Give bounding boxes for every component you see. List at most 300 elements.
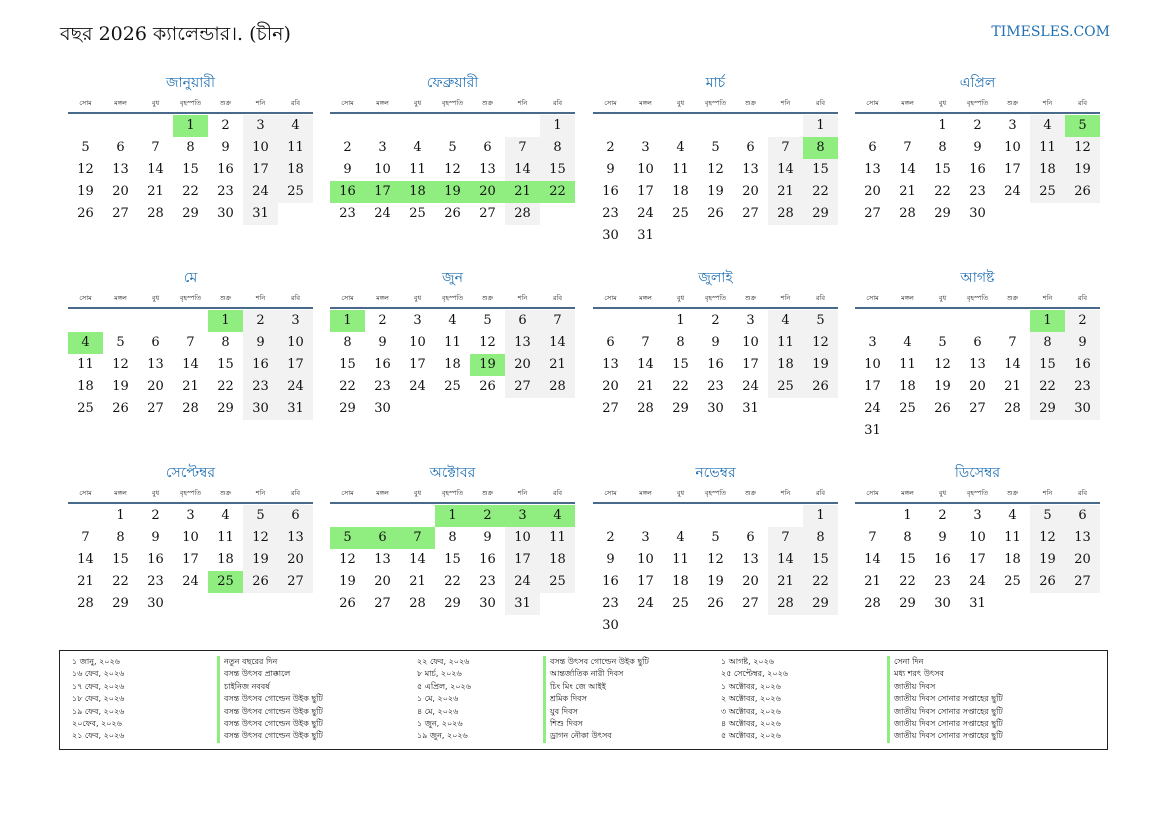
day-cell: 24 — [409, 379, 426, 394]
empty-cell — [400, 115, 435, 137]
day-cell: 30 — [479, 596, 496, 611]
day-cell: 11 — [1004, 530, 1021, 545]
holiday-name: নতুন বছরের দিন — [217, 656, 277, 668]
empty-cell — [890, 310, 925, 332]
weekday-header — [855, 291, 1100, 305]
day-cell: 17 — [1004, 162, 1021, 177]
header-rule — [68, 502, 313, 504]
empty-cell — [663, 115, 698, 137]
day-cell: 20 — [147, 379, 164, 394]
day-cell: 20 — [278, 549, 313, 571]
day-cell: 20 — [505, 354, 540, 376]
day-cell: 29 — [1030, 398, 1065, 420]
day-cell: 21 — [768, 571, 803, 593]
day-grid — [593, 505, 838, 637]
day-cell: 23 — [217, 184, 234, 199]
holiday-day-cell: 17 — [365, 181, 400, 203]
day-cell: 13 — [374, 552, 391, 567]
day-cell: 30 — [602, 228, 619, 243]
day-cell: 15 — [934, 162, 951, 177]
weekday-header — [330, 291, 575, 305]
month-block — [68, 462, 313, 615]
day-cell: 18 — [278, 159, 313, 181]
day-cell: 26 — [803, 376, 838, 398]
holiday-name: ড্রাগন নৌকা উৎসব — [543, 730, 612, 742]
header-rule — [855, 307, 1100, 309]
empty-cell — [628, 115, 663, 137]
day-cell: 23 — [339, 206, 356, 221]
holiday-day-cell: 1 — [173, 115, 208, 137]
day-cell: 12 — [1065, 137, 1100, 159]
weekday-label: শনি — [517, 294, 528, 302]
day-cell: 30 — [374, 401, 391, 416]
day-cell: 1 — [676, 313, 685, 328]
day-cell: 16 — [707, 357, 724, 372]
day-cell: 27 — [278, 571, 313, 593]
month-name: ফেব্রুয়ারী — [426, 75, 479, 91]
day-cell: 23 — [602, 206, 619, 221]
day-cell: 11 — [409, 162, 426, 177]
day-cell: 29 — [899, 596, 916, 611]
weekday-header — [593, 486, 838, 500]
day-cell: 7 — [641, 335, 650, 350]
month-block — [68, 72, 313, 225]
day-cell: 15 — [672, 357, 689, 372]
day-cell: 17 — [969, 552, 986, 567]
day-cell: 27 — [374, 596, 391, 611]
holiday-day-cell: 5 — [1065, 115, 1100, 137]
empty-cell — [890, 115, 925, 137]
day-cell: 26 — [707, 596, 724, 611]
day-cell: 9 — [606, 162, 615, 177]
day-cell: 22 — [803, 571, 838, 593]
day-cell: 2 — [378, 313, 387, 328]
empty-cell — [663, 505, 698, 527]
page-title: বছর 2026 ক্যালেন্ডার।. (চীন) — [60, 23, 291, 45]
day-cell: 12 — [77, 162, 94, 177]
day-grid — [855, 505, 1100, 615]
holiday-name: বসন্ত উৎসব গোল্ডেন উইক ছুটি — [217, 706, 323, 718]
day-cell: 4 — [768, 310, 803, 332]
holiday-name: বসন্ত উৎসব গোল্ডেন উইক ছুটি — [217, 730, 323, 742]
day-cell: 18 — [768, 354, 803, 376]
day-cell: 24 — [182, 574, 199, 589]
day-cell: 11 — [768, 332, 803, 354]
day-cell: 8 — [221, 335, 230, 350]
day-cell: 8 — [676, 335, 685, 350]
day-cell: 17 — [742, 357, 759, 372]
day-cell: 2 — [711, 313, 720, 328]
day-cell: 6 — [483, 140, 492, 155]
day-cell: 25 — [672, 206, 689, 221]
month-name: জুলাই — [698, 270, 733, 286]
holiday-date: ২০ফেব, ২০২৬ — [72, 719, 122, 728]
day-cell: 14 — [768, 159, 803, 181]
day-cell: 11 — [77, 357, 94, 372]
day-cell: 31 — [864, 423, 881, 438]
day-cell: 13 — [278, 527, 313, 549]
day-cell: 21 — [77, 574, 94, 589]
weekday-label: মঙ্গল — [114, 99, 127, 107]
day-cell: 29 — [803, 203, 838, 225]
weekday-label: সোম — [341, 294, 354, 302]
weekday-label: বুধ — [938, 294, 947, 302]
weekday-label: শুক্র — [1006, 294, 1019, 302]
day-cell: 13 — [112, 162, 129, 177]
day-cell: 23 — [374, 379, 391, 394]
day-cell: 18 — [1004, 552, 1021, 567]
weekday-label: শুক্র — [481, 99, 494, 107]
day-cell: 28 — [182, 401, 199, 416]
day-cell: 2 — [151, 508, 160, 523]
day-cell: 16 — [602, 184, 619, 199]
day-cell: 5 — [711, 140, 720, 155]
day-cell: 21 — [1004, 379, 1021, 394]
month-name: আগষ্ট — [960, 270, 995, 286]
holiday-legend — [59, 650, 1108, 750]
weekday-label: মঙ্গল — [376, 99, 389, 107]
day-cell: 26 — [934, 401, 951, 416]
day-cell: 30 — [243, 398, 278, 420]
day-grid — [855, 310, 1100, 442]
day-cell: 24 — [1004, 184, 1021, 199]
day-cell: 9 — [243, 332, 278, 354]
day-cell: 23 — [479, 574, 496, 589]
day-cell: 27 — [147, 401, 164, 416]
holiday-name: জাতীয় দিবস — [887, 681, 935, 693]
day-cell: 19 — [339, 574, 356, 589]
day-cell: 14 — [409, 552, 426, 567]
holiday-day-cell: 3 — [505, 505, 540, 527]
holiday-date: ৫ এপ্রিল, ২০২৬ — [417, 681, 471, 691]
day-cell: 8 — [903, 530, 912, 545]
holiday-date: ১৭ ফেব, ২০২৬ — [72, 681, 125, 691]
day-cell: 18 — [1030, 159, 1065, 181]
weekday-label: শুক্র — [219, 489, 232, 497]
day-cell: 6 — [746, 530, 755, 545]
empty-cell — [855, 310, 890, 332]
holiday-day-cell: 1 — [1030, 310, 1065, 332]
month-name: নভেম্বর — [695, 465, 736, 481]
weekday-label: শুক্র — [1006, 99, 1019, 107]
day-cell: 23 — [1065, 376, 1100, 398]
holiday-day-cell: 6 — [365, 527, 400, 549]
empty-cell — [768, 115, 803, 137]
empty-cell — [995, 310, 1030, 332]
weekday-label: মঙ্গল — [639, 99, 652, 107]
day-cell: 20 — [969, 379, 986, 394]
day-cell: 12 — [112, 357, 129, 372]
day-cell: 22 — [899, 574, 916, 589]
holiday-date: ২ অক্টোবর, ২০২৬ — [721, 694, 781, 704]
day-cell: 28 — [864, 596, 881, 611]
day-cell: 27 — [1065, 571, 1100, 593]
header-rule — [593, 502, 838, 504]
day-cell: 17 — [182, 552, 199, 567]
day-cell: 19 — [1030, 549, 1065, 571]
day-cell: 25 — [672, 596, 689, 611]
day-cell: 11 — [444, 335, 461, 350]
holiday-date: ২১ ফেব, ২০২৬ — [72, 731, 125, 741]
day-cell: 12 — [339, 552, 356, 567]
holiday-day-cell: 1 — [435, 505, 470, 527]
day-cell: 26 — [1030, 571, 1065, 593]
month-name: মার্চ — [705, 75, 726, 91]
day-cell: 7 — [540, 310, 575, 332]
weekday-label: সোম — [866, 489, 879, 497]
empty-cell — [698, 115, 733, 137]
day-cell: 13 — [864, 162, 881, 177]
day-cell: 7 — [768, 527, 803, 549]
day-cell: 10 — [637, 162, 654, 177]
empty-cell — [103, 115, 138, 137]
holiday-date: ১ জানু, ২০২৬ — [72, 657, 120, 666]
empty-cell — [365, 115, 400, 137]
empty-cell — [628, 310, 663, 332]
day-cell: 13 — [742, 552, 759, 567]
empty-cell — [330, 505, 365, 527]
empty-cell — [68, 310, 103, 332]
day-cell: 13 — [505, 332, 540, 354]
day-cell: 7 — [868, 530, 877, 545]
day-cell: 3 — [278, 310, 313, 332]
day-cell: 26 — [77, 206, 94, 221]
day-cell: 10 — [1004, 140, 1021, 155]
day-cell: 14 — [505, 159, 540, 181]
day-cell: 25 — [77, 401, 94, 416]
weekday-label: মঙ্গল — [639, 294, 652, 302]
day-cell: 5 — [938, 335, 947, 350]
day-cell: 27 — [112, 206, 129, 221]
day-cell: 15 — [444, 552, 461, 567]
holiday-date: ৮ মার্চ, ২০২৬ — [417, 669, 462, 679]
weekday-header — [68, 291, 313, 305]
day-cell: 3 — [413, 313, 422, 328]
day-cell: 6 — [606, 335, 615, 350]
holiday-date: ৫ অক্টোবর, ২০২৬ — [721, 731, 781, 741]
day-cell: 23 — [147, 574, 164, 589]
day-cell: 10 — [742, 335, 759, 350]
day-cell: 17 — [637, 184, 654, 199]
weekday-label: সোম — [866, 99, 879, 107]
day-cell: 4 — [221, 508, 230, 523]
holiday-day-cell: 1 — [208, 310, 243, 332]
day-cell: 30 — [707, 401, 724, 416]
holiday-date: ৪ মে, ২০২৬ — [417, 706, 459, 716]
holiday-day-cell: 5 — [330, 527, 365, 549]
day-cell: 2 — [973, 118, 982, 133]
day-cell: 6 — [151, 335, 160, 350]
day-cell: 23 — [969, 184, 986, 199]
day-cell: 28 — [899, 206, 916, 221]
day-cell: 21 — [182, 379, 199, 394]
day-cell: 31 — [278, 398, 313, 420]
day-cell: 24 — [505, 571, 540, 593]
weekday-label: রবি — [815, 294, 826, 302]
day-cell: 7 — [768, 137, 803, 159]
day-cell: 22 — [1030, 376, 1065, 398]
empty-cell — [593, 310, 628, 332]
month-name: সেপ্টেম্বর — [165, 465, 216, 481]
weekday-label: বুধ — [413, 294, 422, 302]
weekday-label: রবি — [815, 99, 826, 107]
month-name: অক্টোবর — [429, 465, 476, 481]
day-cell: 28 — [637, 401, 654, 416]
day-cell: 27 — [969, 401, 986, 416]
day-cell: 9 — [343, 162, 352, 177]
day-cell: 24 — [864, 401, 881, 416]
header-rule — [68, 307, 313, 309]
day-cell: 20 — [864, 184, 881, 199]
day-cell: 27 — [479, 206, 496, 221]
weekday-label: মঙ্গল — [114, 489, 127, 497]
day-cell: 1 — [903, 508, 912, 523]
day-cell: 4 — [413, 140, 422, 155]
day-cell: 18 — [217, 552, 234, 567]
day-cell: 14 — [77, 552, 94, 567]
weekday-label: মঙ্গল — [376, 294, 389, 302]
day-grid — [330, 505, 575, 615]
day-cell: 26 — [1065, 181, 1100, 203]
day-cell: 15 — [803, 549, 838, 571]
weekday-label: বৃহস্পতি — [704, 99, 727, 107]
day-cell: 15 — [1030, 354, 1065, 376]
weekday-label: শনি — [1042, 99, 1053, 107]
day-cell: 30 — [1065, 398, 1100, 420]
day-cell: 7 — [186, 335, 195, 350]
weekday-label: রবি — [1077, 294, 1088, 302]
day-cell: 28 — [768, 593, 803, 615]
weekday-label: রবি — [290, 489, 301, 497]
weekday-label: বুধ — [676, 294, 685, 302]
day-cell: 19 — [934, 379, 951, 394]
day-cell: 29 — [339, 401, 356, 416]
day-cell: 18 — [899, 379, 916, 394]
day-cell: 22 — [182, 184, 199, 199]
day-cell: 18 — [77, 379, 94, 394]
holiday-day-cell: 1 — [330, 310, 365, 332]
holiday-date: ১৯ জুন, ২০২৬ — [417, 731, 468, 741]
weekday-label: শুক্র — [744, 99, 757, 107]
month-block — [330, 72, 575, 225]
day-cell: 10 — [243, 137, 278, 159]
empty-cell — [138, 310, 173, 332]
day-cell: 3 — [973, 508, 982, 523]
weekday-label: শনি — [1042, 294, 1053, 302]
day-cell: 6 — [868, 140, 877, 155]
day-cell: 23 — [934, 574, 951, 589]
empty-cell — [733, 505, 768, 527]
weekday-label: শুক্র — [481, 489, 494, 497]
day-cell: 22 — [934, 184, 951, 199]
day-cell: 13 — [479, 162, 496, 177]
weekday-label: রবি — [552, 99, 563, 107]
weekday-label: বুধ — [938, 99, 947, 107]
weekday-label: বুধ — [151, 99, 160, 107]
weekday-label: শনি — [255, 294, 266, 302]
month-block — [593, 267, 838, 420]
day-cell: 1 — [803, 115, 838, 137]
day-cell: 15 — [803, 159, 838, 181]
holiday-day-cell: 2 — [470, 505, 505, 527]
day-cell: 27 — [742, 596, 759, 611]
day-cell: 24 — [374, 206, 391, 221]
weekday-label: মঙ্গল — [376, 489, 389, 497]
weekday-label: বুধ — [151, 294, 160, 302]
day-cell: 26 — [479, 379, 496, 394]
day-cell: 11 — [540, 527, 575, 549]
day-cell: 31 — [637, 228, 654, 243]
weekday-label: বৃহস্পতি — [966, 489, 989, 497]
day-cell: 31 — [969, 596, 986, 611]
weekday-label: শনি — [255, 489, 266, 497]
empty-cell — [733, 115, 768, 137]
day-cell: 25 — [444, 379, 461, 394]
day-cell: 28 — [1004, 401, 1021, 416]
day-cell: 17 — [864, 379, 881, 394]
day-cell: 12 — [934, 357, 951, 372]
day-cell: 6 — [278, 505, 313, 527]
weekday-label: শনি — [255, 99, 266, 107]
month-block — [330, 267, 575, 420]
day-cell: 11 — [217, 530, 234, 545]
weekday-label: শনি — [780, 99, 791, 107]
weekday-label: রবি — [815, 489, 826, 497]
day-cell: 28 — [147, 206, 164, 221]
day-cell: 9 — [606, 552, 615, 567]
holiday-name: জাতীয় দিবস সোনার সপ্তাহের ছুটি — [887, 730, 1003, 742]
month-name: ডিসেম্বর — [954, 465, 1001, 481]
day-cell: 10 — [409, 335, 426, 350]
day-cell: 4 — [278, 115, 313, 137]
holiday-day-cell: 19 — [435, 181, 470, 203]
empty-cell — [330, 115, 365, 137]
day-cell: 15 — [899, 552, 916, 567]
month-block — [855, 462, 1100, 615]
holiday-day-cell: 19 — [470, 354, 505, 376]
weekday-label: সোম — [604, 294, 617, 302]
day-cell: 2 — [243, 310, 278, 332]
empty-cell — [435, 115, 470, 137]
day-cell: 12 — [1030, 527, 1065, 549]
holiday-date: ২৫ সেপ্টেম্বর, ২০২৬ — [721, 669, 788, 679]
weekday-label: সোম — [79, 489, 92, 497]
empty-cell — [925, 310, 960, 332]
day-cell: 5 — [1030, 505, 1065, 527]
day-cell: 23 — [707, 379, 724, 394]
day-cell: 29 — [934, 206, 951, 221]
day-cell: 7 — [505, 137, 540, 159]
day-cell: 25 — [899, 401, 916, 416]
day-cell: 2 — [221, 118, 230, 133]
holiday-name: সেনা দিন — [887, 656, 923, 668]
day-cell: 28 — [409, 596, 426, 611]
day-cell: 24 — [742, 379, 759, 394]
day-cell: 21 — [637, 379, 654, 394]
day-cell: 8 — [448, 530, 457, 545]
empty-cell — [173, 310, 208, 332]
site-link[interactable]: TIMESLES.COM — [991, 24, 1110, 40]
header-rule — [330, 307, 575, 309]
day-cell: 25 — [409, 206, 426, 221]
day-cell: 4 — [676, 530, 685, 545]
day-cell: 22 — [803, 181, 838, 203]
weekday-label: সোম — [341, 489, 354, 497]
holiday-date: ৩ অক্টোবর, ২০২৬ — [721, 706, 781, 716]
day-cell: 27 — [602, 401, 619, 416]
month-block — [593, 462, 838, 637]
day-cell: 16 — [147, 552, 164, 567]
